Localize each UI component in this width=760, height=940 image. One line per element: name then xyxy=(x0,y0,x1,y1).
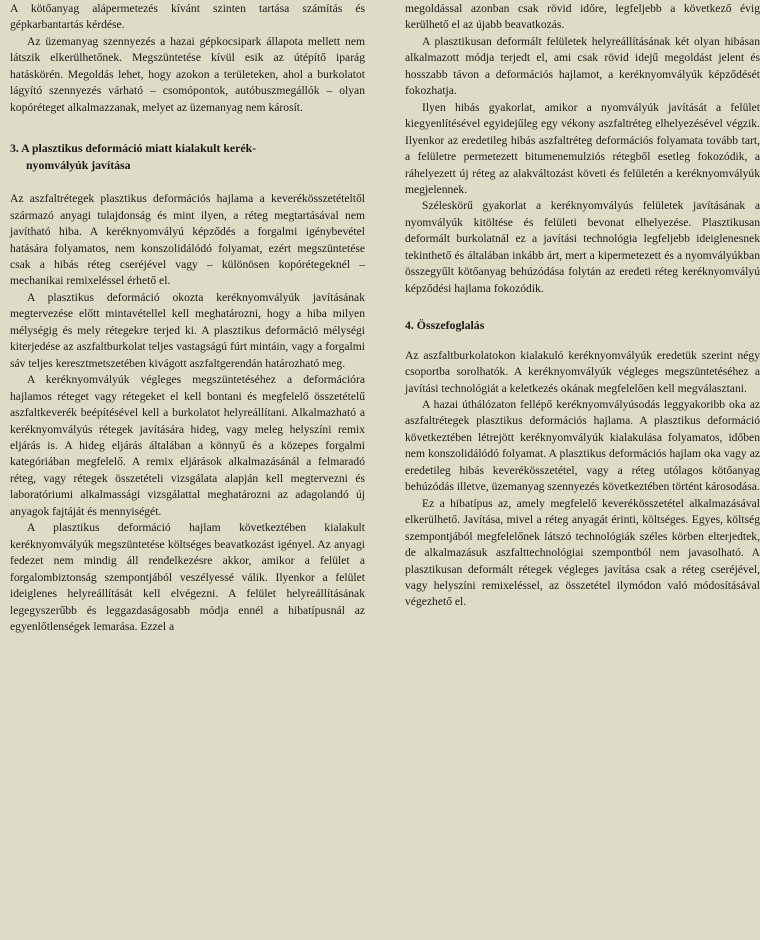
heading-line: nyomvályúk javítása xyxy=(26,157,131,172)
section-heading-3 xyxy=(10,140,365,173)
paragraph: A plasztikus deformáció hajlam következtében kialakult keréknyomvályúk megszüntetése költséges beavatkozást igényel. Az anyagi fedezet nem mindig áll rendelkezésre akkor, amikor a felület a forgalombiztonság szempontjából veszélyessé válik. Ilyenkor a felület ideiglenes helyreállítását kell elvégezni. A felület helyreállításának legegyszerűbb és leggazdaságosabb módja ennél a hibatípusnál az egyenlőtlenségek lemarása. Ezzel a xyxy=(10,521,365,633)
paragraph: A keréknyomvályúk végleges megszüntetéséhez a deformációra hajlamos réteget vagy rétegeket el kell bontani és megfelelő összetételű aszfaltkeverék beépítésével kell a burkolatot helyreállítani. Alkalmazható a keréknyomvályús rétegek javítására hideg, vagy meleg helyszíni remix eljárás is. A hideg eljárás általában a könnyű és a közepes forgalmi kategóriában megfelelő. A remix eljárások alkalmazásánál a felmaradó réteg, vagy rétegek összetételi vizsgálata alapján kell megtervezni és laboratóriumi alkalmassági vizsgálattal meghatározni az adagolandó új anyagok fajtáját és mennyiségét. xyxy=(10,373,365,518)
paragraph: A hazai úthálózaton fellépő keréknyomvályúsodás leggyakoribb oka az aszfaltrétegek plasztikus deformációs hajlama. A plasztikus deformáció következtében létrejött keréknyomvályúk kialakulása folyamatos, időben nem konszolidálódó folyamat. A plasztikus deformációs hajlam oka vagy az eredetileg hibás keverékösszetétel, vagy a réteg utólagos kötőanyag behúzódás illetve, üzemanyag szennyezés következtében történt károsodása. xyxy=(405,398,760,494)
section-heading-4: 4. Összefoglalás xyxy=(405,318,485,333)
paragraph: A plasztikus deformáció okozta keréknyomvályúk javításának megtervezése előtt mintavétellel kell meghatározni, hogy a hiba milyen mélységig és mely rétegekre terjed ki. A plasztikus deformáció mélységi kiterjedése az aszfaltburkolat teljes vastagságú fúrt mintáin, vagy a forgalmi sáv teljes keresztmetszetében kivágott aszfaltgerendán határozható meg. xyxy=(10,290,365,370)
paragraph: Ez a hibatípus az, amely megfelelő keverékösszetétel alkalmazásával elkerülhető. Javítása, mivel a réteg anyagát érinti, költséges. Egyes, költség szempontjából megfelelőnek látszó technológiák széles körben elterjedtek, de alkalmazásuk aszfalttechnológiai szempontból nem javasolható. A plasztikusan deformált rétegek végleges javítása csak a réteg cseréjével, vagy helyszíni remixeléssel, az összetétel ilymódon való módosításával végezhető el. xyxy=(405,496,760,609)
paragraph: Ilyen hibás gyakorlat, amikor a nyomvályúk javítását a felület kiegyenlítésével egyidejűleg egy vékony aszfaltréteg elhelyezésével végzik. Ilyenkor az eredetileg hibás aszfaltréteg deformációs folyamata tovább tart, a felületre permetezett bitumenemulziós rétegből esetleg fokozódik, a ráhelyezett új réteg az alakváltozást követi és felületén a keréknyomvályúk megjelennek. xyxy=(405,100,760,196)
paragraph: Az aszfaltburkolatokon kialakuló keréknyomvályúk eredetük szerint négy csoportba sorolhatók. A keréknyomvályúk végleges megszüntetéséhez a javítási technológiát a keletkezés okának megfelelően kell megválasztani. xyxy=(405,348,760,395)
paragraph: Az üzemanyag szennyezés a hazai gépkocsipark állapota mellett nem látszik elkerülhetőnek. Megszüntetése kívül esik az útépítő iparág hatáskörén. Megoldás lehet, hogy azokon a területeken, ahol a burkolatot lágyító szennyezés várható – csomópontok, autóbuszmegállók – olyan kopóréteget alkalmazzanak, melyet az üzemanyag nem károsít. xyxy=(10,34,365,114)
paragraph: megoldással azonban csak rövid időre, legfeljebb a következő évig kerülhető el az újabb beavatkozás. xyxy=(405,2,760,32)
paragraph: A plasztikusan deformált felületek helyreállításának két olyan hibásan alkalmazott módja terjedt el, ami csak rövid idejű megoldást jelent és hosszabb távon a deformációs hajlamot, a keréknyomvályúk képződését fokozhatja. xyxy=(405,34,760,98)
heading-line: 3. A plasztikus deformáció miatt kialakult kerék- xyxy=(10,141,257,156)
paragraph: Széleskörű gyakorlat a keréknyomvályús felületek javításának a nyomvályúk kitöltése és felületi bevonat elhelyezése. Plasztikusan deformált burkolatnál ez a javítási technológia legfeljebb ideiglenesnek tekinthető és általában inkább árt, mert a kipermetezett és a nyomvályúkban összegyűlt kötőanyag behúzódása folytán az eredeti réteg keréknyomvályú képződési hajlama fokozódik. xyxy=(405,199,760,295)
right-column xyxy=(405,1,760,611)
paragraph: A kötőanyag alápermetezés kívánt szinten tartása számítás és gépkarbantartás kérdése. xyxy=(10,2,365,32)
left-column xyxy=(10,1,365,635)
paragraph: Az aszfaltrétegek plasztikus deformációs hajlama a keverékösszetételtől származó anyagi tulajdonság és mint ilyen, a réteg megtartásával nem javítható hiba. A keréknyomvályú képződés a forgalmi igénybevétel hatására folyamatos, nem konszolidálódó folyamat, ezért megszüntetése csak a hibás réteg cseréjével vagy – különösen kopórétegeknél – mechanikai remixeléssel érhető el. xyxy=(10,192,365,288)
